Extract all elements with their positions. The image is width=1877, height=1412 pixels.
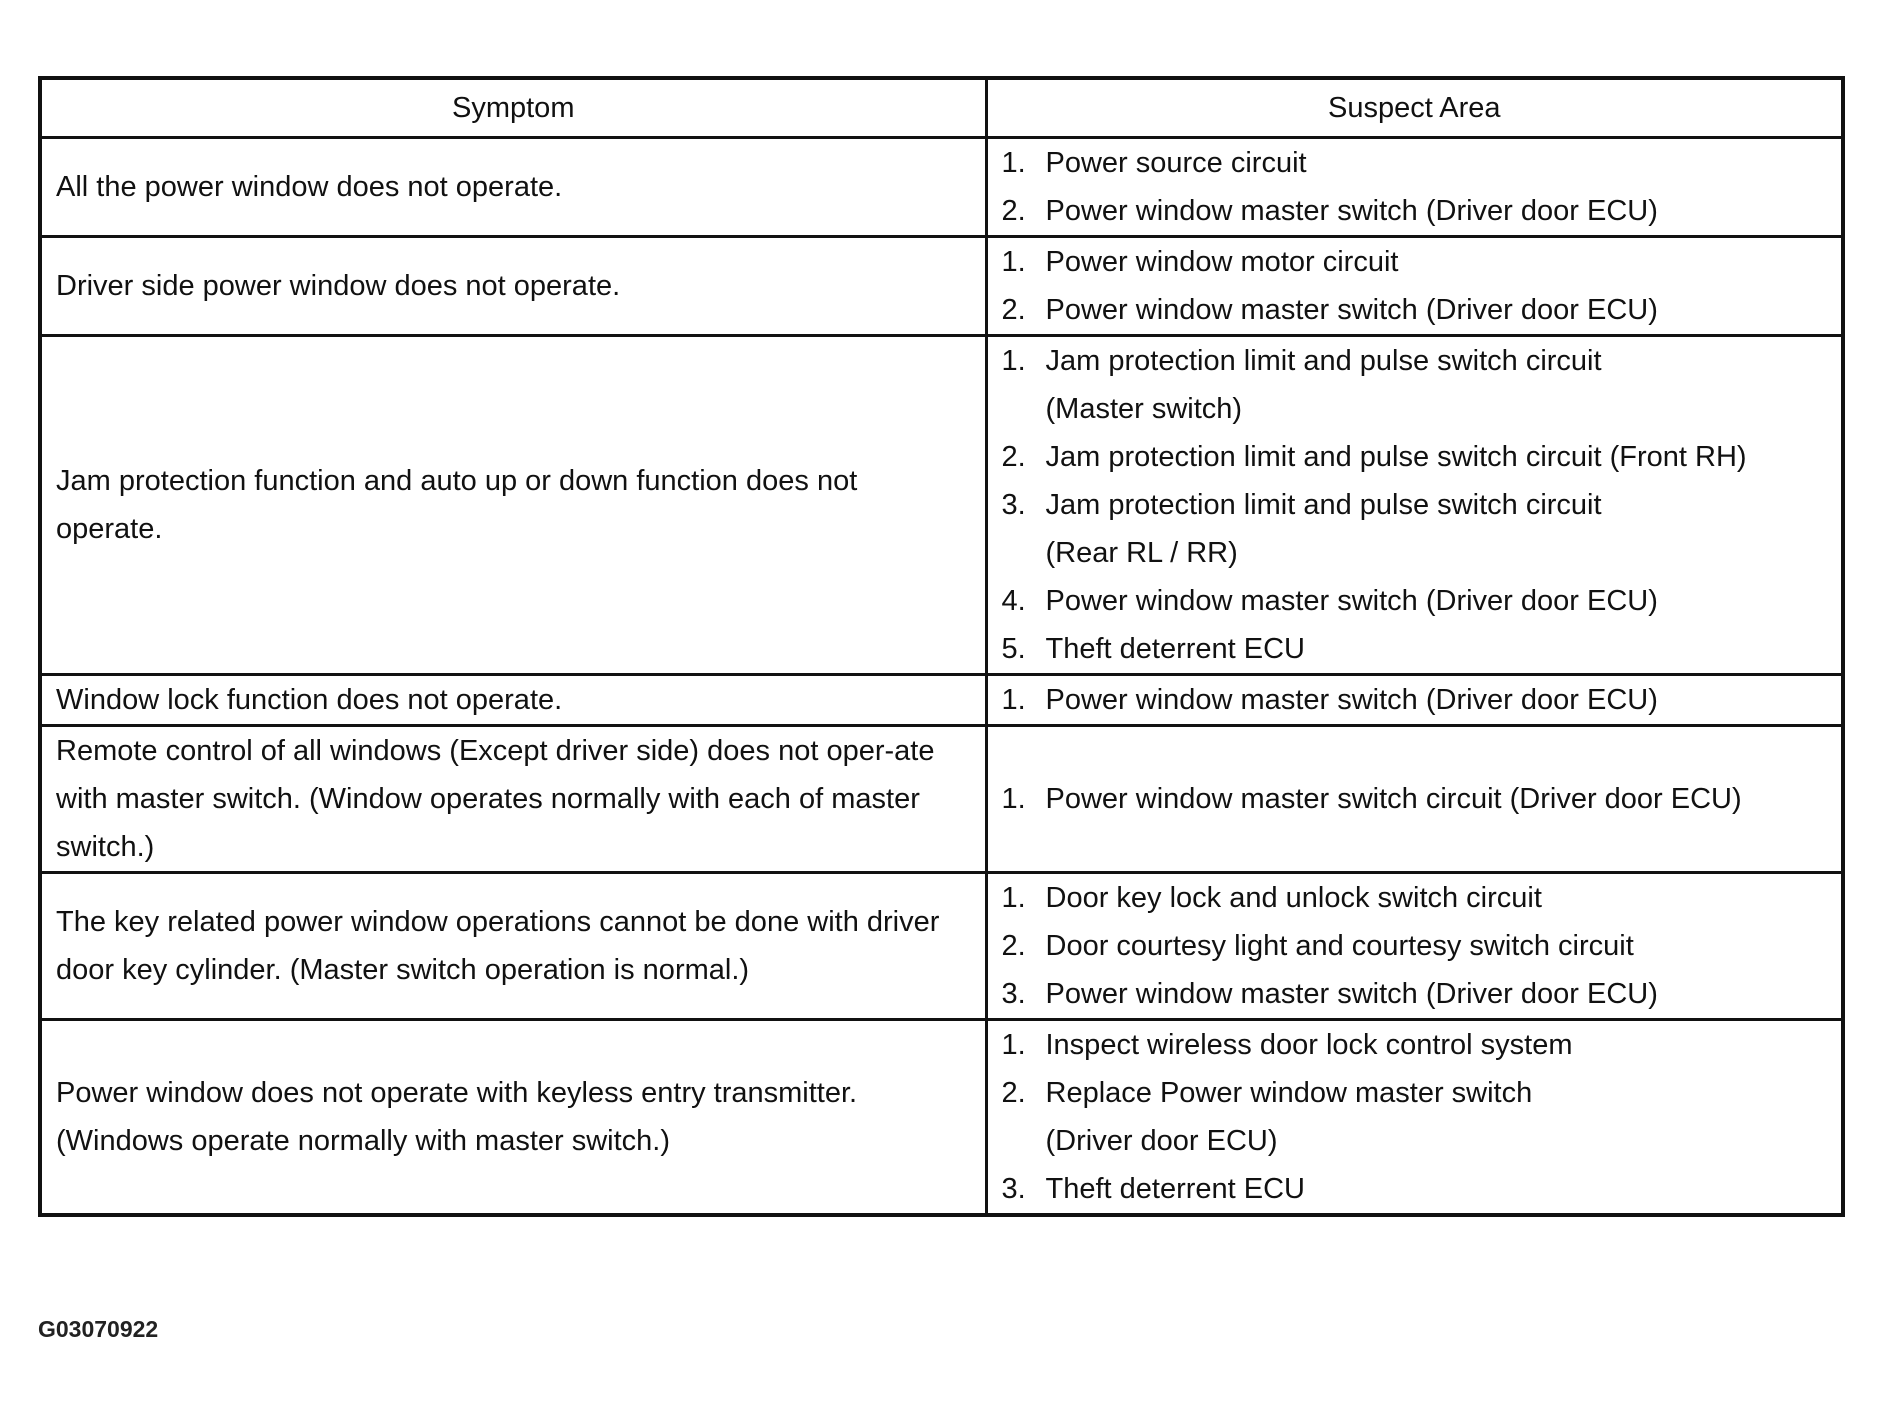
suspect-item-text: Power window master switch (Driver door ECU): [1045, 195, 1658, 227]
suspect-item-text: Theft deterrent ECU: [1045, 633, 1305, 665]
table-row: [40, 675, 1843, 726]
suspect-item-text: Jam protection limit and pulse switch circuit (Rear RL / RR): [1045, 489, 1602, 569]
suspect-item-text: Door courtesy light and courtesy switch circuit: [1045, 930, 1634, 962]
suspect-item-number: 1.: [1001, 345, 1026, 377]
suspect-item: [1002, 481, 1828, 577]
suspect-item-number: 3.: [1001, 978, 1026, 1010]
suspect-area-cell: [986, 138, 1843, 237]
suspect-item-text: Power window master switch circuit (Driver door ECU): [1045, 783, 1742, 815]
suspect-item: [1002, 625, 1828, 673]
suspect-item: [1002, 1165, 1828, 1213]
suspect-item-number: 4.: [1001, 585, 1026, 617]
symptom-cell: Remote control of all windows (Except driver side) does not oper-ate with master switch. (Window operates normally with each of master switch.): [40, 726, 986, 873]
suspect-item: [1002, 874, 1828, 922]
suspect-item-number: 2.: [1001, 1077, 1026, 1109]
suspect-item-number: 2.: [1001, 195, 1026, 227]
suspect-item-number: 3.: [1001, 1173, 1026, 1205]
table-body: [40, 138, 1843, 1216]
suspect-item: [1002, 337, 1828, 433]
suspect-item-text: Theft deterrent ECU: [1045, 1173, 1305, 1205]
suspect-item: [1002, 187, 1828, 235]
suspect-area-cell: [986, 237, 1843, 336]
suspect-item: [1002, 1069, 1828, 1165]
suspect-item-number: 5.: [1001, 633, 1026, 665]
table-row: [40, 138, 1843, 237]
table-row: [40, 336, 1843, 675]
suspect-item-text: Power window master switch (Driver door ECU): [1045, 684, 1658, 716]
suspect-item-text: Power window motor circuit: [1045, 246, 1399, 278]
symptom-cell: Window lock function does not operate.: [40, 675, 986, 726]
suspect-area-cell: [986, 1020, 1843, 1216]
suspect-item: [1002, 1021, 1828, 1069]
suspect-item-number: 3.: [1001, 489, 1026, 521]
symptom-header: Symptom: [40, 78, 986, 138]
suspect-item-number: 1.: [1001, 882, 1026, 914]
suspect-item-number: 1.: [1001, 1029, 1026, 1061]
symptom-cell: Jam protection function and auto up or down function does not operate.: [40, 336, 986, 675]
suspect-item-number: 1.: [1001, 246, 1026, 278]
suspect-item-number: 1.: [1001, 147, 1026, 179]
table-row: [40, 237, 1843, 336]
symptom-cell: All the power window does not operate.: [40, 138, 986, 237]
suspect-item-text: Power window master switch (Driver door ECU): [1045, 585, 1658, 617]
suspect-item-number: 2.: [1001, 930, 1026, 962]
table-row: [40, 873, 1843, 1020]
suspect-item: [1002, 286, 1828, 334]
suspect-item-text: Power window master switch (Driver door ECU): [1045, 978, 1658, 1010]
suspect-area-cell: [986, 675, 1843, 726]
suspect-item: [1002, 433, 1828, 481]
suspect-item-number: 1.: [1001, 684, 1026, 716]
suspect-item-text: Jam protection limit and pulse switch circuit (Master switch): [1045, 345, 1602, 425]
symptom-table: [38, 76, 1845, 1217]
suspect-area-cell: [986, 336, 1843, 675]
suspect-item-text: Power window master switch (Driver door ECU): [1045, 294, 1658, 326]
symptom-cell: Power window does not operate with keyless entry transmitter. (Windows operate normally with master switch.): [40, 1020, 986, 1216]
figure-id: G03070922: [38, 1316, 159, 1342]
table-header-row: [40, 78, 1843, 138]
suspect-item: [1002, 577, 1828, 625]
suspect-item-text: Door key lock and unlock switch circuit: [1045, 882, 1542, 914]
table-row: [40, 1020, 1843, 1216]
suspect-item-number: 2.: [1001, 294, 1026, 326]
suspect-item: [1002, 676, 1828, 724]
suspect-item: [1002, 970, 1828, 1018]
suspect-area-header: Suspect Area: [986, 78, 1843, 138]
suspect-item-number: 2.: [1001, 441, 1026, 473]
suspect-item: [1002, 139, 1828, 187]
symptom-cell: The key related power window operations cannot be done with driver door key cylinder. (Master switch operation is normal.): [40, 873, 986, 1020]
suspect-item-text: Inspect wireless door lock control system: [1045, 1029, 1573, 1061]
suspect-area-cell: [986, 726, 1843, 873]
table-row: [40, 726, 1843, 873]
suspect-item-text: Replace Power window master switch (Driver door ECU): [1045, 1077, 1533, 1157]
suspect-item: [1002, 238, 1828, 286]
suspect-area-cell: [986, 873, 1843, 1020]
symptom-cell: Driver side power window does not operate.: [40, 237, 986, 336]
suspect-item: [1002, 922, 1828, 970]
suspect-item-text: Power source circuit: [1045, 147, 1307, 179]
troubleshooting-sheet: [38, 76, 1841, 1217]
suspect-item: [1002, 775, 1828, 823]
suspect-item-number: 1.: [1001, 783, 1026, 815]
suspect-item-text: Jam protection limit and pulse switch circuit (Front RH): [1045, 441, 1747, 473]
